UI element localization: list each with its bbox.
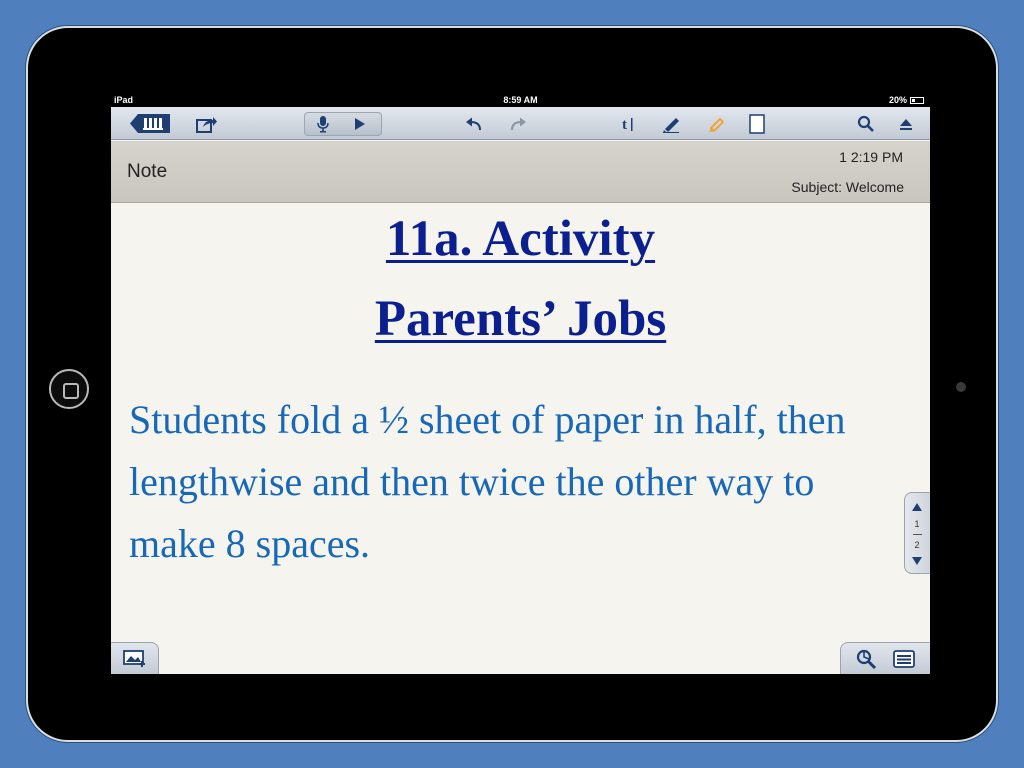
microphone-icon [317,115,329,133]
page-icon [749,114,765,134]
text-tool-icon [621,116,635,132]
share-button[interactable] [195,113,219,135]
note-subject: Subject: Welcome [791,179,904,195]
redo-button[interactable] [508,113,528,135]
eject-button[interactable] [896,113,916,135]
record-button[interactable] [314,113,332,135]
search-icon [857,115,875,133]
highlighter-icon [708,115,726,133]
home-button[interactable] [49,369,89,409]
camera-dot [956,382,966,392]
search-button[interactable] [856,113,876,135]
page-navigator[interactable] [904,492,930,574]
play-button[interactable] [351,113,369,135]
battery-percent: 20% [888,95,907,105]
menu-icon[interactable] [893,650,915,668]
zoom-icon[interactable] [856,649,878,669]
note-header [111,141,930,203]
note-time: 1 2:19 PM [839,149,903,165]
note-title: Note [127,161,168,182]
pen-button[interactable] [661,113,683,135]
bottom-right-tools [840,642,930,674]
undo-button[interactable] [464,113,484,135]
undo-icon [465,117,483,131]
status-bar [111,94,930,107]
toolbar [111,107,930,140]
current-page: 1 [914,519,920,529]
battery-icon [910,97,924,104]
total-pages: 2 [914,540,920,550]
note-content[interactable] [111,204,930,641]
library-button[interactable] [128,113,172,134]
insert-image-icon [123,650,147,668]
highlighter-button[interactable] [707,113,727,135]
share-icon [196,115,218,133]
insert-image-button[interactable] [111,642,159,674]
battery-status [889,95,924,105]
status-time: 8:59 AM [503,95,538,105]
library-icon [128,113,172,134]
page-separator [913,534,922,535]
pen-icon [662,115,682,133]
slide-heading-line1: 11a. Activity [385,211,656,267]
play-icon [354,117,366,131]
page-button[interactable] [747,113,767,135]
slide-body-text: Students fold a ½ sheet of paper in half, then lengthwise and then twice the other way to make 8 spaces. [129,397,846,566]
ipad-screen [111,94,930,674]
eject-icon [899,117,913,131]
device-name: iPad [114,95,134,105]
slide-heading-line2: Parents’ Jobs [374,291,667,347]
redo-icon [509,117,527,131]
text-tool-button[interactable] [619,113,637,135]
svg-text:t: t [622,117,627,132]
page-down-icon[interactable] [911,556,923,566]
page-up-icon[interactable] [911,502,923,512]
